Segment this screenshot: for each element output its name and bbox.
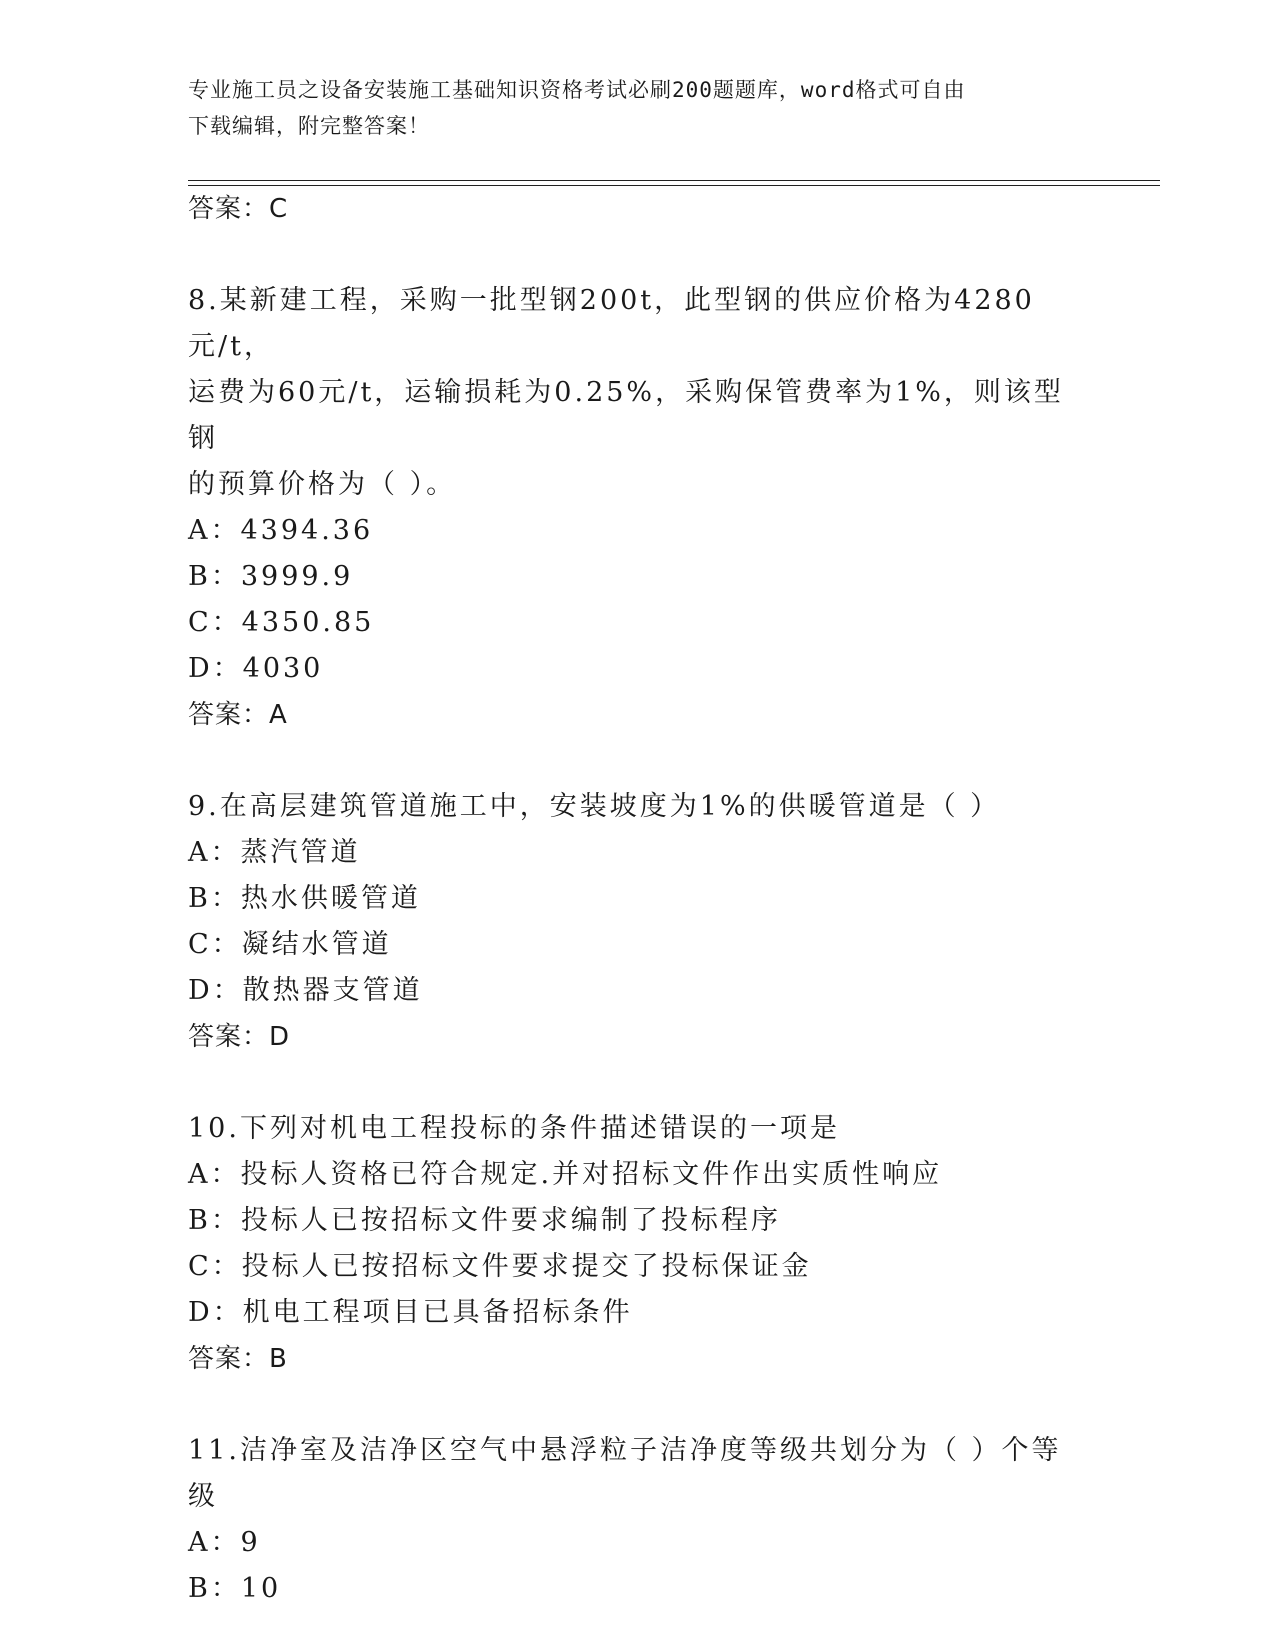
option-d: D：散热器支管道: [188, 975, 423, 1006]
option-d: D：机电工程项目已具备招标条件: [188, 1297, 633, 1328]
document-header: [188, 72, 1088, 144]
question-9: [188, 784, 1088, 830]
option-a: A：4394.36: [188, 515, 374, 546]
option-b: B：10: [188, 1573, 282, 1604]
header-divider-top: [188, 180, 1160, 181]
question-text: 8.某新建工程，采购一批型钢200t，此型钢的供应价格为4280元/t，: [188, 285, 1035, 362]
option-a: A：蒸汽管道: [188, 837, 361, 868]
question-text: 的预算价格为（ ）。: [188, 469, 457, 500]
answer-line: 答案：C: [188, 194, 289, 224]
question-text: 9.在高层建筑管道施工中，安装坡度为1%的供暖管道是（ ）: [188, 791, 1001, 822]
option-a: A：投标人资格已符合规定.并对招标文件作出实质性响应: [188, 1159, 943, 1190]
option-b: B：投标人已按招标文件要求编制了投标程序: [188, 1205, 781, 1236]
option-b: B：热水供暖管道: [188, 883, 421, 914]
header-line-1: 专业施工员之设备安装施工基础知识资格考试必刷200题题库，word格式可自由: [188, 78, 966, 102]
option-a: A：9: [188, 1527, 261, 1558]
option-c: C：凝结水管道: [188, 929, 392, 960]
option-c: C：4350.85: [188, 607, 375, 638]
answer-line: 答案：D: [188, 1022, 291, 1052]
question-11: [188, 1428, 1088, 1520]
question-10: [188, 1106, 1088, 1152]
question-text: 运费为60元/t，运输损耗为0.25%，采购保管费率为1%，则该型钢: [188, 377, 1064, 454]
header-line-2: 下载编辑，附完整答案！: [188, 114, 430, 138]
document-body: [188, 186, 1088, 1612]
question-8: [188, 278, 1088, 508]
option-d: D：4030: [188, 653, 324, 684]
question-text: 11.洁净室及洁净区空气中悬浮粒子洁净度等级共划分为（ ）个等级: [188, 1435, 1062, 1512]
question-text: 10.下列对机电工程投标的条件描述错误的一项是: [188, 1113, 840, 1144]
answer-line: 答案：B: [188, 1344, 288, 1374]
option-c: C：投标人已按招标文件要求提交了投标保证金: [188, 1251, 812, 1282]
answer-line: 答案：A: [188, 700, 288, 730]
option-b: B：3999.9: [188, 561, 354, 592]
